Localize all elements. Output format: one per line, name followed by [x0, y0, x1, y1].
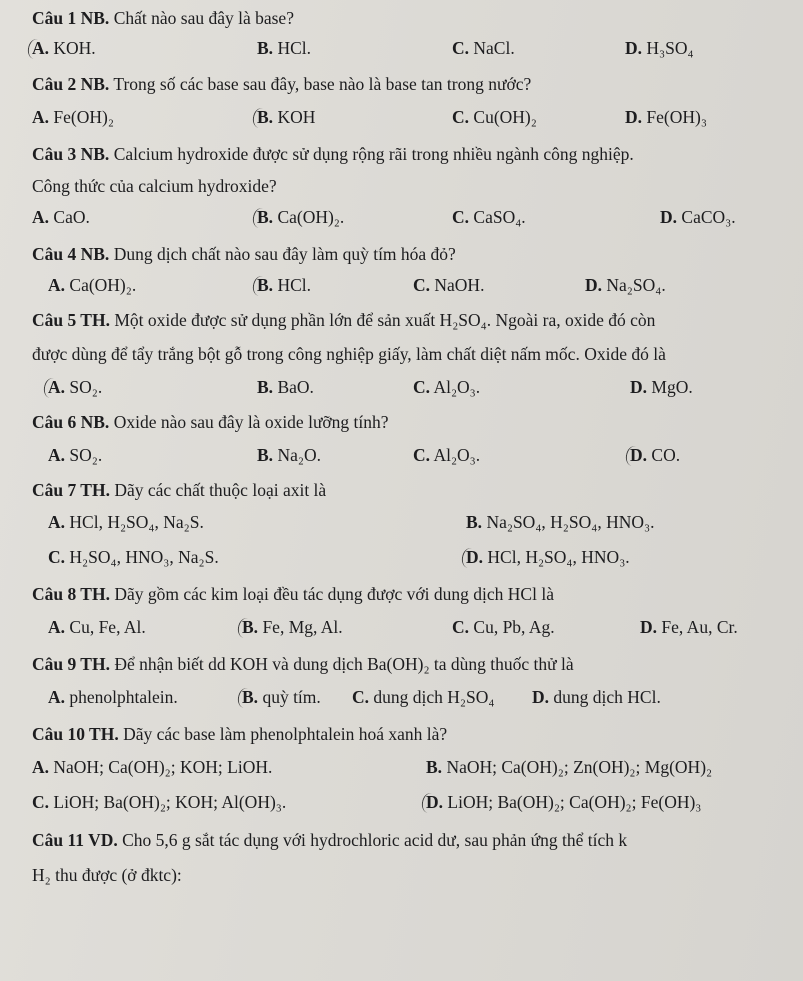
question-11-line-2 — [32, 863, 801, 888]
question-text: Oxide nào sau đây là oxide lưỡng tính? — [113, 412, 389, 432]
option-b: B. Na₂O. — [257, 445, 321, 465]
question-1 — [32, 6, 801, 31]
options-row — [0, 377, 803, 405]
option-d: D. dung dịch HCl. — [532, 687, 661, 707]
question-text: Chất nào sau đây là base? — [113, 8, 294, 28]
options-row — [0, 38, 803, 66]
option-b: B. Fe, Mg, Al. — [242, 617, 343, 637]
option-a: A. NaOH; Ca(OH)₂; KOH; LiOH. — [32, 757, 273, 777]
question-label: Câu 8 TH. — [32, 584, 110, 604]
question-text: Dãy các chất thuộc loại axit là — [114, 480, 327, 500]
question-text: Một oxide được sử dụng phần lớn để sản xuất H₂SO₄. Ngoài ra, oxide đó còn — [114, 310, 656, 330]
question-text: Cho 5,6 g sắt tác dụng với hydrochloric acid dư, sau phản ứng thể tích k — [122, 830, 628, 850]
question-4 — [32, 242, 801, 267]
question-text: Công thức của calcium hydroxide? — [32, 176, 277, 196]
option-a: A. SO₂. — [48, 377, 103, 397]
question-text: Calcium hydroxide được sử dụng rộng rãi trong nhiều ngành công nghiệp. — [113, 144, 634, 164]
options-row — [0, 757, 803, 785]
option-b: B. quỳ tím. — [242, 687, 321, 707]
question-text: Dãy gồm các kim loại đều tác dụng được với dung dịch HCl là — [114, 584, 554, 604]
option-c: C. dung dịch H₂SO₄ — [352, 687, 495, 707]
option-d: D. CaCO₃. — [660, 207, 736, 227]
option-c: C. Cu(OH)₂ — [452, 107, 537, 127]
option-a: A. phenolphtalein. — [48, 687, 178, 707]
question-3 — [32, 142, 801, 167]
option-a: A. Cu, Fe, Al. — [48, 617, 146, 637]
option-c: C. CaSO₄. — [452, 207, 526, 227]
question-3-line-2 — [32, 174, 801, 199]
question-8 — [32, 582, 801, 607]
question-text: Trong số các base sau đây, base nào là base tan trong nước? — [113, 74, 532, 94]
option-a: A. CaO. — [32, 207, 90, 227]
options-row — [0, 547, 803, 575]
option-d: D. H₃SO₄ — [625, 38, 694, 58]
option-d: D. CO. — [630, 445, 681, 465]
option-b: B. Ca(OH)₂. — [257, 207, 345, 227]
question-text: Dãy các base làm phenolphtalein hoá xanh là? — [123, 724, 448, 744]
question-text: Dung dịch chất nào sau đây làm quỳ tím hóa đỏ? — [113, 244, 456, 264]
option-c: C. NaOH. — [413, 275, 485, 295]
question-6 — [32, 410, 801, 435]
options-row — [0, 512, 803, 540]
question-5-line-2 — [32, 342, 801, 367]
question-text: được dùng để tẩy trắng bột gỗ trong công nghiệp giấy, làm chất diệt nấm mốc. Oxide đó là — [32, 344, 666, 364]
question-7 — [32, 478, 801, 503]
question-label: Câu 9 TH. — [32, 654, 110, 674]
question-label: Câu 11 VD. — [32, 830, 118, 850]
option-c: C. LiOH; Ba(OH)₂; KOH; Al(OH)₃. — [32, 792, 287, 812]
option-c: C. Al₂O₃. — [413, 377, 481, 397]
question-text: H₂ thu được (ở đktc): — [32, 865, 182, 885]
option-b: B. NaOH; Ca(OH)₂; Zn(OH)₂; Mg(OH)₂ — [426, 757, 713, 777]
option-a: A. Fe(OH)₂ — [32, 107, 114, 127]
question-label: Câu 10 TH. — [32, 724, 119, 744]
option-d: D. Fe(OH)₃ — [625, 107, 707, 127]
question-label: Câu 4 NB. — [32, 244, 110, 264]
option-c: C. Cu, Pb, Ag. — [452, 617, 555, 637]
options-row — [0, 107, 803, 135]
option-d: D. HCl, H₂SO₄, HNO₃. — [466, 547, 630, 567]
question-11 — [32, 828, 801, 853]
option-d: D. Fe, Au, Cr. — [640, 617, 738, 637]
option-c: C. H₂SO₄, HNO₃, Na₂S. — [48, 547, 219, 567]
question-10 — [32, 722, 801, 747]
question-2 — [32, 72, 801, 97]
question-5 — [32, 308, 801, 333]
option-a: A. HCl, H₂SO₄, Na₂S. — [48, 512, 204, 532]
option-b: B. KOH — [257, 107, 316, 127]
question-label: Câu 2 NB. — [32, 74, 110, 94]
option-d: D. LiOH; Ba(OH)₂; Ca(OH)₂; Fe(OH)₃ — [426, 792, 702, 812]
options-row — [0, 445, 803, 473]
option-a: A. Ca(OH)₂. — [48, 275, 137, 295]
option-d: D. MgO. — [630, 377, 693, 397]
options-row — [0, 687, 803, 715]
question-9 — [32, 652, 801, 677]
options-row — [0, 617, 803, 645]
question-label: Câu 6 NB. — [32, 412, 110, 432]
options-row — [0, 275, 803, 303]
option-b: B. BaO. — [257, 377, 314, 397]
question-label: Câu 1 NB. — [32, 8, 110, 28]
options-row — [0, 207, 803, 235]
option-b: B. HCl. — [257, 275, 311, 295]
option-b: B. HCl. — [257, 38, 311, 58]
option-b: B. Na₂SO₄, H₂SO₄, HNO₃. — [466, 512, 655, 532]
option-d: D. Na₂SO₄. — [585, 275, 666, 295]
option-a: A. KOH. — [32, 38, 96, 58]
option-c: C. NaCl. — [452, 38, 515, 58]
question-text: Để nhận biết dd KOH và dung dịch Ba(OH)₂ ta dùng thuốc thử là — [114, 654, 574, 674]
question-label: Câu 7 TH. — [32, 480, 110, 500]
options-row — [0, 792, 803, 820]
option-c: C. Al₂O₃. — [413, 445, 481, 465]
question-label: Câu 3 NB. — [32, 144, 110, 164]
question-label: Câu 5 TH. — [32, 310, 110, 330]
option-a: A. SO₂. — [48, 445, 103, 465]
